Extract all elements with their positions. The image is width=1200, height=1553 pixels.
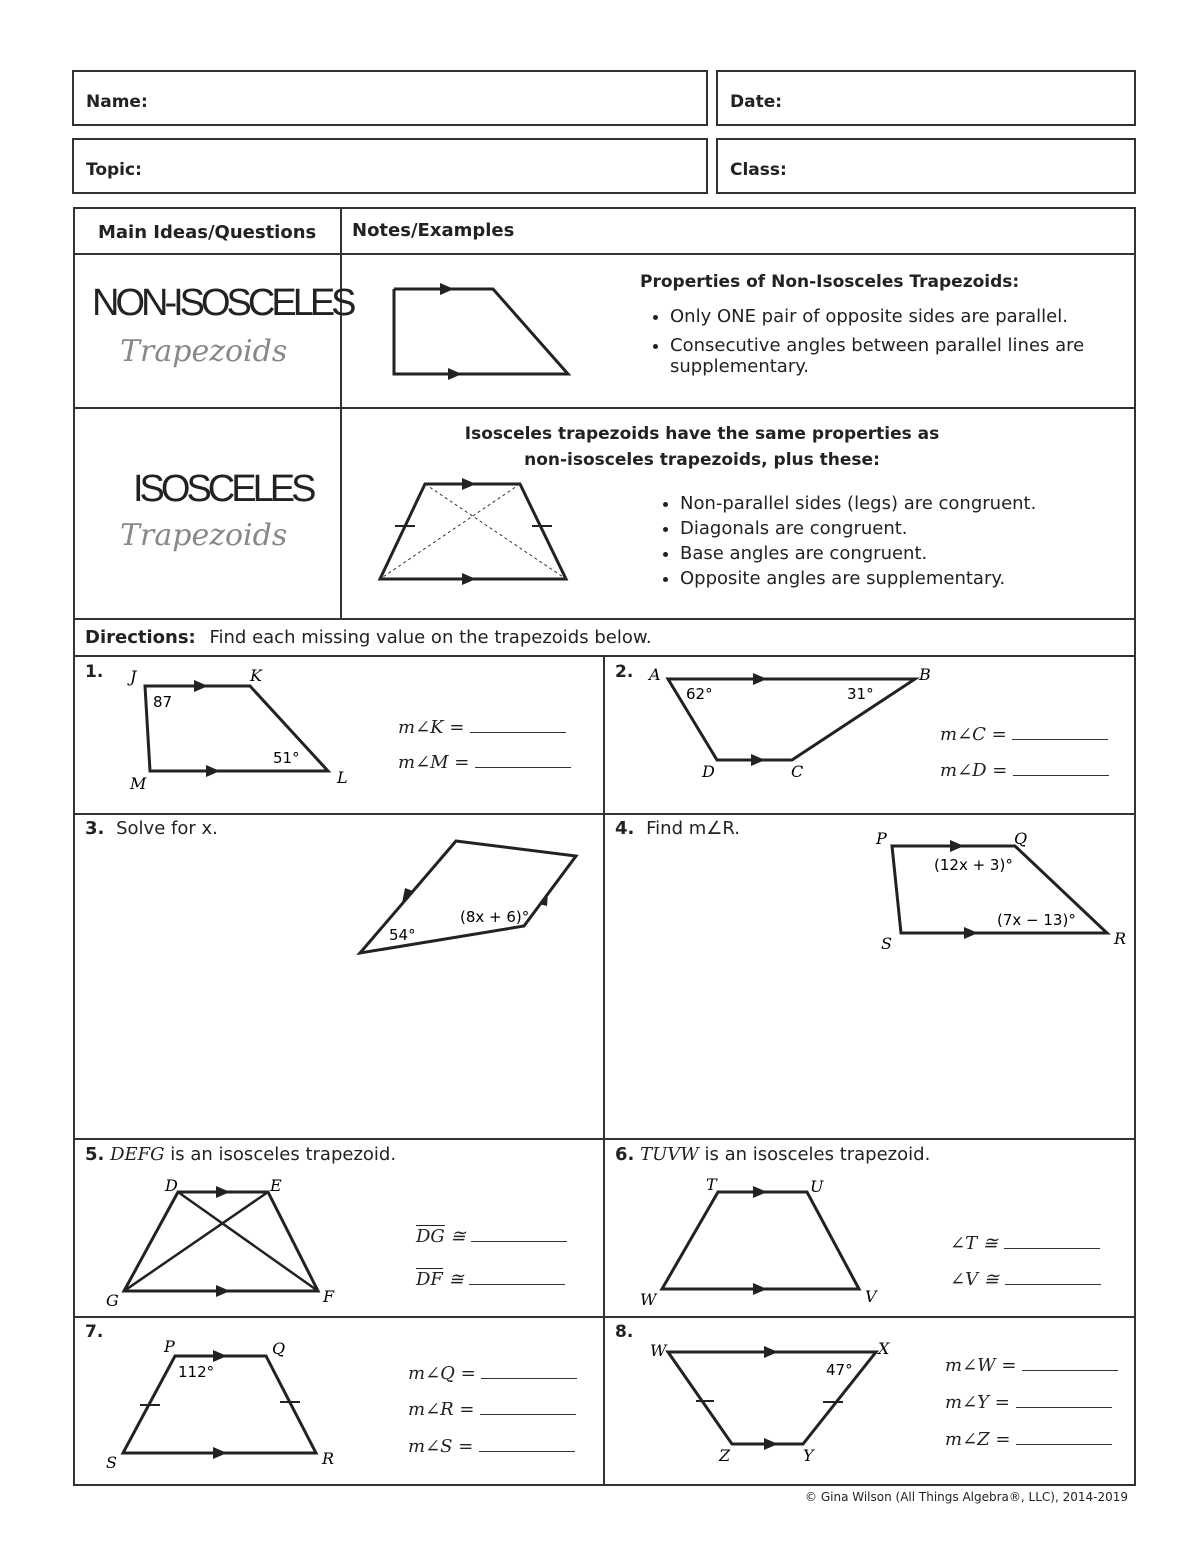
problem-3-heading — [85, 818, 218, 839]
vertex-label-d: D — [702, 762, 715, 781]
class-label: Class: — [730, 160, 787, 180]
answer-prompt: m∠M = — [398, 752, 470, 773]
angle-label: (7x − 13)° — [997, 911, 1076, 929]
answer-prompt: ∠T ≅ — [950, 1233, 998, 1254]
problem-4-text: Find m∠R. — [646, 818, 740, 839]
answer-blank[interactable] — [1022, 1354, 1118, 1371]
vertex-label-r: R — [322, 1449, 335, 1468]
vertex-label-z: Z — [719, 1446, 731, 1465]
answer-prompt: m∠S = — [408, 1436, 474, 1457]
angle-label: 54° — [389, 926, 416, 944]
problem-2-number: 2. — [615, 662, 634, 682]
problem-5-diagram — [100, 1172, 360, 1312]
divider — [73, 618, 1136, 620]
answer-blank[interactable] — [470, 716, 566, 733]
divider — [603, 655, 605, 1486]
problem-6-text: is an isosceles trapezoid. — [698, 1144, 931, 1165]
vertex-label-r: R — [1114, 929, 1127, 948]
divider — [73, 253, 1136, 255]
answer-blank[interactable] — [1005, 1268, 1101, 1285]
answer-prompt: m∠Z = — [945, 1429, 1011, 1450]
vertex-label-e: E — [270, 1176, 282, 1195]
answer-blank[interactable] — [1016, 1391, 1112, 1408]
problem-2-diagram — [640, 662, 940, 787]
vertex-label-w: W — [640, 1290, 657, 1309]
answer-prompt: m∠C = — [940, 724, 1007, 745]
divider — [73, 407, 1136, 409]
problem-8-number: 8. — [615, 1322, 634, 1342]
list-item: • Only ONE pair of opposite sides are parallel. — [670, 306, 1130, 327]
congruent-symbol: ≅ — [448, 1269, 464, 1290]
answer-prompt: m∠Y = — [945, 1392, 1010, 1413]
congruent-symbol: ≅ — [450, 1226, 466, 1247]
vertex-label-w: W — [650, 1341, 667, 1360]
angle-label: 62° — [686, 685, 713, 703]
vertex-label-l: L — [337, 768, 348, 787]
vertex-label-d: D — [165, 1176, 178, 1195]
problem-4-diagram — [870, 826, 1140, 958]
problem-5-name: DEFG — [110, 1144, 165, 1165]
directions-text: Find each missing value on the trapezoids below. — [209, 627, 652, 648]
problem-4-number: 4. — [615, 818, 635, 839]
angle-label: 87 — [153, 693, 173, 711]
name-field[interactable] — [72, 70, 708, 126]
vertex-label-u: U — [810, 1177, 824, 1196]
answer-prompt: m∠K = — [398, 717, 465, 738]
name-label: Name: — [86, 92, 148, 112]
problem-7-number: 7. — [85, 1322, 104, 1342]
directions — [85, 627, 652, 648]
isosceles-intro-line-2: non-isosceles trapezoids, plus these: — [524, 450, 880, 470]
non-isosceles-script-title: Trapezoids — [120, 334, 288, 369]
problem-6-name: TUVW — [640, 1144, 699, 1165]
list-item: • Non-parallel sides (legs) are congruent. — [680, 493, 1150, 514]
vertex-label-p: P — [164, 1337, 175, 1356]
problem-3-text: Solve for x. — [116, 818, 218, 839]
divider — [340, 207, 342, 619]
answer-prompt: m∠Q = — [408, 1363, 476, 1384]
vertex-label-j: J — [130, 667, 137, 686]
problem-3-number: 3. — [85, 818, 105, 839]
copyright-footer: © Gina Wilson (All Things Algebra®, LLC), 2014-2019 — [805, 1490, 1128, 1504]
directions-label: Directions: — [85, 627, 196, 648]
problem-6-number: 6. — [615, 1144, 635, 1165]
problem-6-diagram — [635, 1172, 895, 1312]
list-item: • Opposite angles are supplementary. — [680, 568, 1150, 589]
problem-5-number: 5. — [85, 1144, 105, 1165]
list-item: • Consecutive angles between parallel lines are supplementary. — [670, 335, 1130, 377]
problem-7-diagram — [100, 1334, 350, 1474]
problem-1-number: 1. — [85, 662, 104, 682]
angle-label: 112° — [178, 1363, 215, 1381]
answer-blank[interactable] — [480, 1398, 576, 1415]
date-label: Date: — [730, 92, 783, 112]
answer-blank[interactable] — [471, 1225, 567, 1242]
angle-label: 31° — [847, 685, 874, 703]
problem-4-heading — [615, 818, 740, 839]
problem-5-text: is an isosceles trapezoid. — [164, 1144, 397, 1165]
list-item: • Base angles are congruent. — [680, 543, 1150, 564]
isosceles-title: ISOSCELES — [133, 468, 313, 510]
vertex-label-k: K — [250, 666, 262, 685]
vertex-label-x: X — [878, 1339, 890, 1358]
vertex-label-c: C — [791, 762, 804, 781]
answer-blank[interactable] — [1004, 1232, 1100, 1249]
problem-6-heading — [615, 1144, 930, 1165]
class-field[interactable] — [716, 138, 1136, 194]
vertex-label-b: B — [919, 665, 931, 684]
answer-blank[interactable] — [481, 1362, 577, 1379]
vertex-label-a: A — [649, 665, 661, 684]
vertex-label-t: T — [706, 1175, 717, 1194]
vertex-label-g: G — [106, 1291, 119, 1310]
isosceles-trapezoid-diagram — [370, 475, 580, 590]
topic-field[interactable] — [72, 138, 708, 194]
answer-prompt: m∠W = — [945, 1355, 1017, 1376]
angle-label: (12x + 3)° — [934, 856, 1013, 874]
angle-label: 47° — [826, 1361, 853, 1379]
isosceles-intro — [442, 421, 1042, 473]
vertex-label-s: S — [881, 934, 892, 953]
isosceles-script-title: Trapezoids — [120, 518, 288, 553]
answer-blank[interactable] — [1016, 1428, 1112, 1445]
answer-prompt: m∠D = — [940, 760, 1008, 781]
column-header-notes: Notes/Examples — [352, 220, 515, 241]
vertex-label-q: Q — [272, 1339, 286, 1358]
answer-blank[interactable] — [1012, 723, 1108, 740]
vertex-label-m: M — [130, 774, 147, 792]
angle-label: 51° — [273, 749, 300, 767]
vertex-label-p: P — [876, 829, 887, 848]
vertex-label-f: F — [323, 1287, 335, 1306]
answer-prompt: $\overline{DG}$ — [416, 1226, 445, 1247]
non-isosceles-props-list — [644, 306, 1130, 385]
answer-prompt: ∠V ≅ — [950, 1269, 999, 1290]
problem-5-heading — [85, 1144, 396, 1165]
vertex-label-v: V — [865, 1287, 877, 1306]
vertex-label-y: Y — [803, 1446, 814, 1465]
date-field[interactable] — [716, 70, 1136, 126]
non-isosceles-props-heading: Properties of Non-Isosceles Trapezoids: — [640, 272, 1020, 292]
list-item: • Diagonals are congruent. — [680, 518, 1150, 539]
answer-prompt: m∠R = — [408, 1399, 475, 1420]
vertex-label-q: Q — [1014, 829, 1028, 848]
answer-blank[interactable] — [479, 1435, 575, 1452]
answer-blank[interactable] — [469, 1268, 565, 1285]
answer-blank[interactable] — [1013, 759, 1109, 776]
non-isosceles-title: NON-ISOSCELES — [92, 282, 353, 324]
column-header-main-ideas: Main Ideas/Questions — [98, 222, 317, 243]
answer-blank[interactable] — [475, 751, 571, 768]
topic-label: Topic: — [86, 160, 142, 180]
vertex-label-s: S — [106, 1453, 117, 1472]
isosceles-props-list — [654, 493, 1150, 593]
problem-3-diagram — [350, 830, 590, 965]
isosceles-intro-line-1: Isosceles trapezoids have the same properties as — [464, 424, 940, 444]
problem-8-diagram — [640, 1334, 900, 1469]
answer-prompt: $\overline{DF}$ — [416, 1269, 443, 1290]
problem-1-diagram — [120, 662, 360, 792]
angle-label: (8x + 6)° — [460, 908, 530, 926]
non-isosceles-trapezoid-diagram — [380, 275, 590, 390]
